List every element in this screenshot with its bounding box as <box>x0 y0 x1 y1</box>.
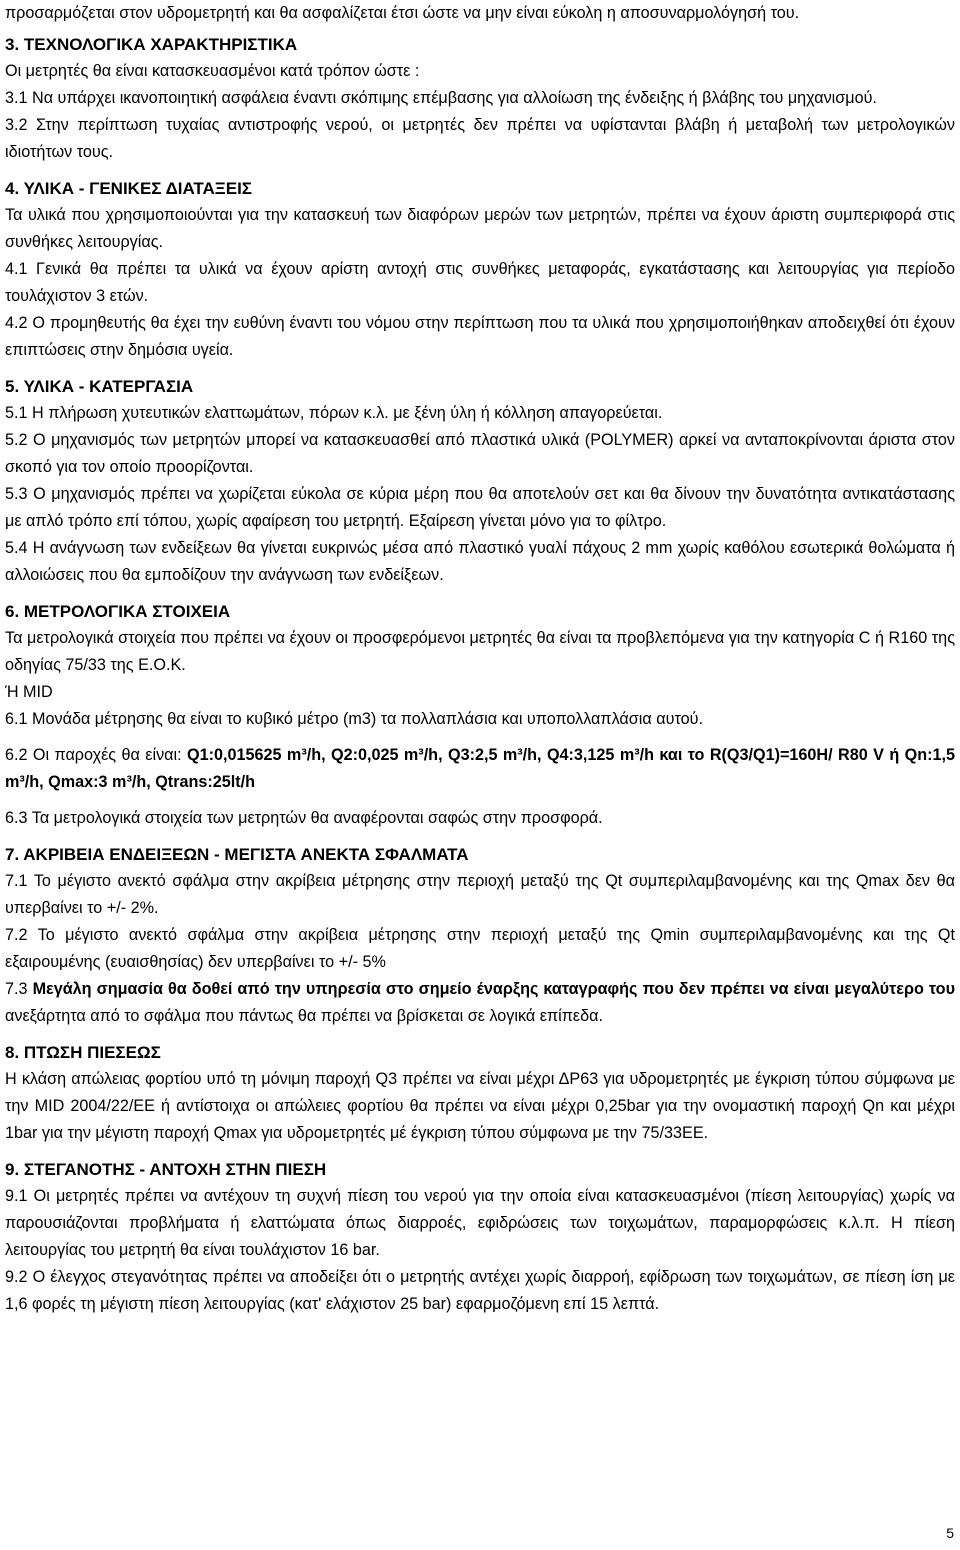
section-3-intro: Οι μετρητές θα είναι κατασκευασμένοι κατά τρόπον ώστε : <box>5 62 420 80</box>
section-6-or-mid: Ή MID <box>5 683 53 701</box>
clause-3-1: 3.1 Να υπάρχει ικανοποιητική ασφάλεια έναντι σκόπιμης επέμβασης για αλλοίωση της ένδειξης ή βλάβης του μηχανισμού. <box>5 89 877 107</box>
paragraph-continuation: προσαρμόζεται στον υδρομετρητή και θα ασφαλίζεται έτσι ώστε να μην είναι εύκολη η αποσυναρμολόγησή του. <box>5 4 800 22</box>
section-8 <box>5 1039 955 1147</box>
clause-7-2: 7.2 Το μέγιστο ανεκτό σφάλμα στην ακρίβεια μέτρησης στην περιοχή μεταξύ της Qmin συμπεριλαμβανομένης και της Qt εξαιρουμένης (ευαισθησίας) δεν υπερβαίνει το +/- 5% <box>5 926 955 971</box>
clause-7-3-emphasis: Μεγάλη σημασία θα δοθεί από την υπηρεσία στο σημείο έναρξης καταγραφής που δεν πρέπει να είναι μεγαλύτερο του <box>32 980 955 998</box>
section-5 <box>5 373 955 589</box>
section-heading-4: 4. ΥΛΙΚΑ - ΓΕΝΙΚΕΣ ΔΙΑΤΑΞΕΙΣ <box>5 179 252 198</box>
clause-7-3-tail: ανεξάρτητα από το σφάλμα που πάντως θα πρέπει να βρίσκεται σε λογικά επίπεδα. <box>5 1007 603 1025</box>
clause-9-2: 9.2 Ο έλεγχος στεγανότητας πρέπει να αποδείξει ότι ο μετρητής αντέχει χωρίς διαρροή, εφίδρωση των τοιχωμάτων, σε πίεση ίση με 1,6 φορές τη μέγιστη πίεση λειτουργίας (κατ' ελάχιστον 25 bar) εφαρμοζόμενη επί 15 λεπτά. <box>5 1268 955 1313</box>
clause-6-3: 6.3 Τα μετρολογικά στοιχεία των μετρητών θα αναφέρονται σαφώς στην προσφορά. <box>5 809 603 827</box>
section-heading-3: 3. ΤΕΧΝΟΛΟΓΙΚΑ ΧΑΡΑΚΤΗΡΙΣΤΙΚΑ <box>5 35 298 54</box>
section-7 <box>5 841 955 1030</box>
clause-5-4: 5.4 Η ανάγνωση των ενδείξεων θα γίνεται ευκρινώς μέσα από πλαστικό γυαλί πάχους 2 mm χωρίς καθόλου εσωτερικά θολώματα ή αλλοιώσεις που θα εμποδίζουν την ανάγνωση των ενδείξεων. <box>5 539 955 584</box>
clause-5-1: 5.1 Η πλήρωση χυτευτικών ελαττωμάτων, πόρων κ.λ. με ξένη ύλη ή κόλληση απαγορεύεται. <box>5 404 663 422</box>
clause-4-2: 4.2 Ο προμηθευτής θα έχει την ευθύνη έναντι του νόμου στην περίπτωση που τα υλικά που χρησιμοποιήθηκαν αποδειχθεί ότι έχουν επιπτώσεις στην δημόσια υγεία. <box>5 314 955 359</box>
section-3 <box>5 31 955 166</box>
clause-9-1: 9.1 Οι μετρητές πρέπει να αντέχουν τη συχνή πίεση του νερού για την οποία είναι κατασκευασμένοι (πίεση λειτουργίας) χωρίς να παρουσιάζονται προβλήματα ή ελαττώματα όπως διαρροές, εφιδρώσεις των τοιχωμάτων, παραμορφώσεις κ.λ.π. Η πίεση λειτουργίας του μετρητή θα είναι τουλάχιστον 16 bar. <box>5 1187 955 1259</box>
section-heading-7: 7. ΑΚΡΙΒΕΙΑ ΕΝΔΕΙΞΕΩΝ - ΜΕΓΙΣΤΑ ΑΝΕΚΤΑ ΣΦΑΛΜΑΤΑ <box>5 845 469 864</box>
clause-3-2: 3.2 Στην περίπτωση τυχαίας αντιστροφής νερού, οι μετρητές δεν πρέπει να υφίστανται βλάβη ή μεταβολή των μετρολογικών ιδιοτήτων τους. <box>5 116 955 161</box>
clause-7-3 <box>5 976 955 1030</box>
clause-5-3: 5.3 Ο μηχανισμός πρέπει να χωρίζεται εύκολα σε κύρια μέρη που θα αποτελούν σετ και θα δίνουν την δυνατότητα αντικατάστασης με απλό τρόπο επί τόπου, χωρίς αφαίρεση του μετρητή. Εξαίρεση γίνεται μόνο για το φίλτρο. <box>5 485 955 530</box>
clause-6-2-flow-rates: Q1:0,015625 m³/h, Q2:0,025 m³/h, Q3:2,5 m³/h, Q4:3,125 m³/h και το R(Q3/Q1)=160H/ R80 V ή Qn:1,5 m³/h, Qmax:3 m³/h, Qtrans:25lt/h <box>5 746 955 791</box>
clause-4-1: 4.1 Γενικά θα πρέπει τα υλικά να έχουν αρίστη αντοχή στις συνθήκες μεταφοράς, εγκατάστασης και λειτουργίας για περίοδο τουλάχιστον 3 ετών. <box>5 260 955 305</box>
clause-7-3-lead: 7.3 <box>5 980 33 998</box>
section-heading-6: 6. ΜΕΤΡΟΛΟΓΙΚΑ ΣΤΟΙΧΕΙΑ <box>5 602 231 621</box>
clause-6-2-lead: 6.2 Οι παροχές θα είναι: <box>5 746 188 764</box>
clause-5-2: 5.2 Ο μηχανισμός των μετρητών μπορεί να κατασκευασθεί από πλαστικά υλικά (POLYMER) αρκεί να ανταποκρίνονται άριστα στον σκοπό για τον οποίο προορίζονται. <box>5 431 955 476</box>
section-heading-8: 8. ΠΤΩΣΗ ΠΙΕΣΕΩΣ <box>5 1043 161 1062</box>
section-6-intro: Τα μετρολογικά στοιχεία που πρέπει να έχουν οι προσφερόμενοι μετρητές θα είναι τα προβλεπόμενα για την κατηγορία C ή R160 της οδηγίας 75/33 της Ε.Ο.Κ. <box>5 629 955 674</box>
clause-7-1: 7.1 Το μέγιστο ανεκτό σφάλμα στην ακρίβεια μέτρησης στην περιοχή μεταξύ της Qt συμπεριλαμβανομένης και της Qmax δεν θα υπερβαίνει το +/- 2%. <box>5 872 955 917</box>
clause-6-1: 6.1 Μονάδα μέτρησης θα είναι το κυβικό μέτρο (m3) τα πολλαπλάσια και υποπολλαπλάσια αυτού. <box>5 710 703 728</box>
section-6 <box>5 598 955 832</box>
section-9 <box>5 1156 955 1318</box>
section-8-body: Η κλάση απώλειας φορτίου υπό τη μόνιμη παροχή Q3 πρέπει να είναι μέχρι ΔP63 για υδρομετρητές με έγκριση τύπου σύμφωνα με την MID 2004/22/ΕΕ ή αντίστοιχα οι απώλειες φορτίου θα πρέπει να είναι μέχρι 0,25bar για την ονομαστική παροχή Qn και μέχρι 1bar για την μέγιστη παροχή Qmax για υδρομετρητές μέ έγκριση τύπου σύμφωνα με την 75/33ΕΕ. <box>5 1070 955 1142</box>
section-4 <box>5 175 955 364</box>
clause-6-2 <box>5 742 955 796</box>
document-page <box>5 0 955 1550</box>
section-heading-5: 5. ΥΛΙΚΑ - ΚΑΤΕΡΓΑΣΙΑ <box>5 377 194 396</box>
page-number: 5 <box>946 1525 954 1541</box>
section-heading-9: 9. ΣΤΕΓΑΝΟΤΗΣ - ΑΝΤΟΧΗ ΣΤΗΝ ΠΙΕΣΗ <box>5 1160 327 1179</box>
section-4-intro: Τα υλικά που χρησιμοποιούνται για την κατασκευή των διαφόρων μερών των μετρητών, πρέπει να έχουν άριστη συμπεριφορά στις συνθήκες λειτουργίας. <box>5 206 955 251</box>
